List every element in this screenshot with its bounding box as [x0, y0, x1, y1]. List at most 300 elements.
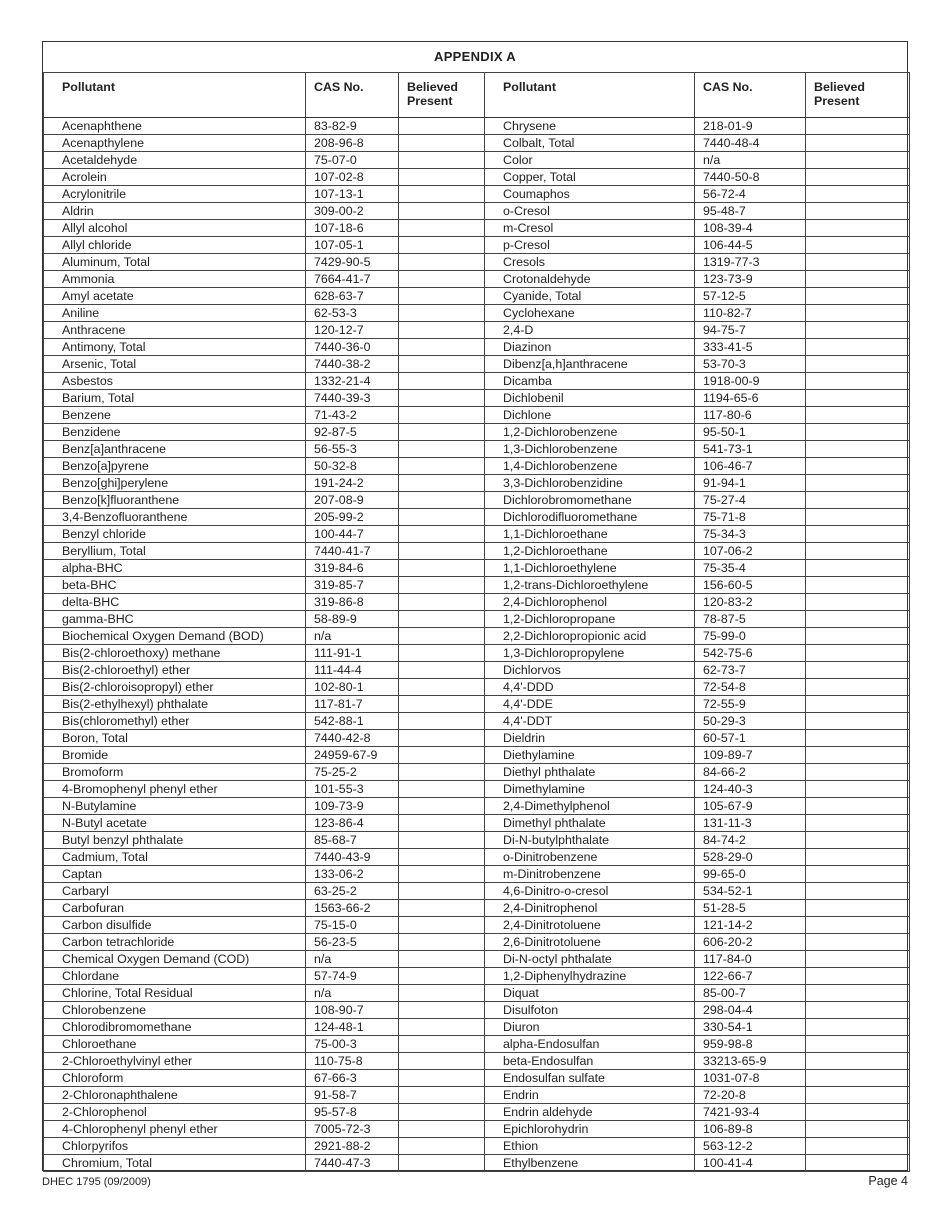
- table-row: [44, 628, 910, 645]
- believed-present-cell: [806, 1138, 910, 1155]
- believed-present-cell: [399, 458, 485, 475]
- believed-present-cell: [806, 781, 910, 798]
- believed-present-cell: [399, 441, 485, 458]
- pollutant-name: Dichlone: [485, 407, 695, 424]
- cas-number: 133-06-2: [306, 866, 399, 883]
- pollutant-name: Chlorine, Total Residual: [44, 985, 306, 1002]
- table-row: [44, 662, 910, 679]
- pollutant-name: Diuron: [485, 1019, 695, 1036]
- pollutant-name: Dichlobenil: [485, 390, 695, 407]
- cas-number: 75-25-2: [306, 764, 399, 781]
- believed-present-cell: [399, 951, 485, 968]
- pollutant-name: Colbalt, Total: [485, 135, 695, 152]
- table-row: [44, 594, 910, 611]
- pollutant-name: gamma-BHC: [44, 611, 306, 628]
- header-cas-right: CAS No.: [695, 73, 806, 118]
- table-row: [44, 220, 910, 237]
- table-row: [44, 305, 910, 322]
- pollutant-name: Butyl benzyl phthalate: [44, 832, 306, 849]
- believed-present-cell: [399, 373, 485, 390]
- pollutant-name: 2,4-Dinitrotoluene: [485, 917, 695, 934]
- pollutant-name: Bis(2-chloroisopropyl) ether: [44, 679, 306, 696]
- believed-present-cell: [399, 1121, 485, 1138]
- pollutant-name: Chlordane: [44, 968, 306, 985]
- believed-present-cell: [806, 798, 910, 815]
- table-row: [44, 883, 910, 900]
- cas-number: 7440-47-3: [306, 1155, 399, 1172]
- pollutant-name: 1,1-Dichloroethane: [485, 526, 695, 543]
- header-cas-left: CAS No.: [306, 73, 399, 118]
- believed-present-cell: [806, 883, 910, 900]
- cas-number: 7440-48-4: [695, 135, 806, 152]
- pollutant-name: Benzene: [44, 407, 306, 424]
- believed-present-cell: [399, 1053, 485, 1070]
- cas-number: 123-73-9: [695, 271, 806, 288]
- pollutant-name: 4,4'-DDT: [485, 713, 695, 730]
- believed-present-cell: [806, 271, 910, 288]
- pollutant-name: Asbestos: [44, 373, 306, 390]
- believed-present-cell: [399, 1087, 485, 1104]
- believed-present-cell: [399, 322, 485, 339]
- cas-number: 208-96-8: [306, 135, 399, 152]
- pollutant-name: Diethylamine: [485, 747, 695, 764]
- believed-present-cell: [806, 407, 910, 424]
- cas-number: 309-00-2: [306, 203, 399, 220]
- cas-number: 58-89-9: [306, 611, 399, 628]
- table-body: [44, 118, 910, 1172]
- cas-number: 83-82-9: [306, 118, 399, 135]
- pollutant-name: Endrin: [485, 1087, 695, 1104]
- cas-number: 99-65-0: [695, 866, 806, 883]
- table-row: [44, 696, 910, 713]
- cas-number: 100-41-4: [695, 1155, 806, 1172]
- pollutant-name: Ammonia: [44, 271, 306, 288]
- header-believed-right: [806, 73, 910, 118]
- cas-number: 75-35-4: [695, 560, 806, 577]
- pollutant-name: 3,4-Benzofluoranthene: [44, 509, 306, 526]
- cas-number: 7005-72-3: [306, 1121, 399, 1138]
- believed-present-cell: [806, 186, 910, 203]
- pollutant-name: Cyclohexane: [485, 305, 695, 322]
- believed-present-cell: [399, 713, 485, 730]
- believed-present-cell: [806, 543, 910, 560]
- table-row: [44, 1155, 910, 1172]
- believed-present-cell: [806, 1155, 910, 1172]
- pollutant-name: 1,2-Dichlorobenzene: [485, 424, 695, 441]
- cas-number: 91-58-7: [306, 1087, 399, 1104]
- believed-present-cell: [806, 203, 910, 220]
- cas-number: 50-32-8: [306, 458, 399, 475]
- pollutant-name: Allyl chloride: [44, 237, 306, 254]
- pollutant-name: Endrin aldehyde: [485, 1104, 695, 1121]
- believed-present-cell: [806, 118, 910, 135]
- cas-number: 94-75-7: [695, 322, 806, 339]
- pollutant-name: Bis(2-chloroethyl) ether: [44, 662, 306, 679]
- cas-number: 107-13-1: [306, 186, 399, 203]
- cas-number: 92-87-5: [306, 424, 399, 441]
- cas-number: 72-54-8: [695, 679, 806, 696]
- pollutant-name: delta-BHC: [44, 594, 306, 611]
- pollutant-name: Benz[a]anthracene: [44, 441, 306, 458]
- pollutant-name: Barium, Total: [44, 390, 306, 407]
- believed-present-cell: [399, 288, 485, 305]
- pollutant-name: p-Cresol: [485, 237, 695, 254]
- pollutant-name: 2-Chloroethylvinyl ether: [44, 1053, 306, 1070]
- pollutant-name: 1,2-Dichloropropane: [485, 611, 695, 628]
- believed-present-cell: [399, 866, 485, 883]
- cas-number: 111-91-1: [306, 645, 399, 662]
- pollutant-name: Chlorpyrifos: [44, 1138, 306, 1155]
- pollutant-name: 4,6-Dinitro-o-cresol: [485, 883, 695, 900]
- believed-present-cell: [399, 781, 485, 798]
- believed-present-cell: [399, 305, 485, 322]
- cas-number: n/a: [695, 152, 806, 169]
- pollutant-name: alpha-BHC: [44, 560, 306, 577]
- believed-present-cell: [399, 526, 485, 543]
- pollutant-name: Chlorobenzene: [44, 1002, 306, 1019]
- pollutant-name: 3,3-Dichlorobenzidine: [485, 475, 695, 492]
- pollutant-name: m-Cresol: [485, 220, 695, 237]
- cas-number: 1563-66-2: [306, 900, 399, 917]
- pollutant-name: Dichlorodifluoromethane: [485, 509, 695, 526]
- table-row: [44, 1138, 910, 1155]
- header-pollutant-left: Pollutant: [44, 73, 306, 118]
- cas-number: 1031-07-8: [695, 1070, 806, 1087]
- believed-present-cell: [806, 1121, 910, 1138]
- believed-present-cell: [806, 339, 910, 356]
- cas-number: n/a: [306, 951, 399, 968]
- cas-number: 108-90-7: [306, 1002, 399, 1019]
- table-row: [44, 1121, 910, 1138]
- pollutant-name: Bis(2-chloroethoxy) methane: [44, 645, 306, 662]
- pollutant-name: Acetaldehyde: [44, 152, 306, 169]
- believed-present-cell: [806, 577, 910, 594]
- pollutant-name: Crotonaldehyde: [485, 271, 695, 288]
- pollutant-name: Diazinon: [485, 339, 695, 356]
- pollutant-name: Amyl acetate: [44, 288, 306, 305]
- cas-number: 319-86-8: [306, 594, 399, 611]
- believed-present-cell: [806, 900, 910, 917]
- pollutant-name: Diquat: [485, 985, 695, 1002]
- table-row: [44, 1002, 910, 1019]
- cas-number: 101-55-3: [306, 781, 399, 798]
- cas-number: 1332-21-4: [306, 373, 399, 390]
- cas-number: 106-44-5: [695, 237, 806, 254]
- pollutant-name: Chlorodibromomethane: [44, 1019, 306, 1036]
- believed-present-cell: [399, 764, 485, 781]
- cas-number: 108-39-4: [695, 220, 806, 237]
- table-row: [44, 458, 910, 475]
- believed-present-cell: [806, 458, 910, 475]
- cas-number: 109-89-7: [695, 747, 806, 764]
- believed-present-cell: [806, 288, 910, 305]
- pollutant-name: 4-Bromophenyl phenyl ether: [44, 781, 306, 798]
- pollutant-name: beta-BHC: [44, 577, 306, 594]
- believed-present-cell: [399, 356, 485, 373]
- believed-present-cell: [399, 543, 485, 560]
- pollutant-name: Aldrin: [44, 203, 306, 220]
- table-row: [44, 1019, 910, 1036]
- pollutant-name: Carbaryl: [44, 883, 306, 900]
- pollutant-name: 2-Chlorophenol: [44, 1104, 306, 1121]
- believed-present-cell: [806, 492, 910, 509]
- believed-present-cell: [399, 237, 485, 254]
- pollutant-name: Dimethylamine: [485, 781, 695, 798]
- cas-number: 7429-90-5: [306, 254, 399, 271]
- table-row: [44, 747, 910, 764]
- pollutant-name: 1,3-Dichloropropylene: [485, 645, 695, 662]
- cas-number: 75-00-3: [306, 1036, 399, 1053]
- believed-present-cell: [399, 917, 485, 934]
- pollutant-name: beta-Endosulfan: [485, 1053, 695, 1070]
- cas-number: 1194-65-6: [695, 390, 806, 407]
- believed-present-cell: [399, 645, 485, 662]
- table-row: [44, 407, 910, 424]
- pollutant-name: 4-Chlorophenyl phenyl ether: [44, 1121, 306, 1138]
- believed-present-cell: [806, 934, 910, 951]
- pollutant-name: N-Butyl acetate: [44, 815, 306, 832]
- pollutant-name: Arsenic, Total: [44, 356, 306, 373]
- pollutant-name: Dibenz[a,h]anthracene: [485, 356, 695, 373]
- believed-present-cell: [806, 152, 910, 169]
- believed-present-cell: [399, 1019, 485, 1036]
- table-row: [44, 781, 910, 798]
- cas-number: 95-57-8: [306, 1104, 399, 1121]
- believed-present-cell: [806, 849, 910, 866]
- pollutant-name: Beryllium, Total: [44, 543, 306, 560]
- believed-present-cell: [399, 135, 485, 152]
- pollutant-name: Dieldrin: [485, 730, 695, 747]
- cas-number: 628-63-7: [306, 288, 399, 305]
- believed-present-cell: [806, 747, 910, 764]
- cas-number: 72-20-8: [695, 1087, 806, 1104]
- cas-number: 110-75-8: [306, 1053, 399, 1070]
- believed-present-cell: [806, 1002, 910, 1019]
- pollutant-name: Boron, Total: [44, 730, 306, 747]
- table-row: [44, 645, 910, 662]
- cas-number: 117-84-0: [695, 951, 806, 968]
- believed-present-cell: [806, 968, 910, 985]
- cas-number: 75-15-0: [306, 917, 399, 934]
- pollutant-name: 1,1-Dichloroethylene: [485, 560, 695, 577]
- cas-number: 156-60-5: [695, 577, 806, 594]
- pollutant-name: Dichlorobromomethane: [485, 492, 695, 509]
- cas-number: 107-18-6: [306, 220, 399, 237]
- pollutant-name: Dimethyl phthalate: [485, 815, 695, 832]
- table-row: [44, 509, 910, 526]
- pollutant-name: Cadmium, Total: [44, 849, 306, 866]
- pollutant-name: 1,3-Dichlorobenzene: [485, 441, 695, 458]
- cas-number: 2921-88-2: [306, 1138, 399, 1155]
- pollutant-name: Copper, Total: [485, 169, 695, 186]
- believed-present-cell: [399, 1036, 485, 1053]
- pollutant-name: Biochemical Oxygen Demand (BOD): [44, 628, 306, 645]
- believed-present-cell: [806, 985, 910, 1002]
- believed-present-cell: [806, 220, 910, 237]
- pollutant-name: 2,4-Dichlorophenol: [485, 594, 695, 611]
- cas-number: 7421-93-4: [695, 1104, 806, 1121]
- cas-number: 319-85-7: [306, 577, 399, 594]
- table-row: [44, 713, 910, 730]
- pollutant-name: Dicamba: [485, 373, 695, 390]
- believed-present-cell: [399, 628, 485, 645]
- pollutant-name: Acrolein: [44, 169, 306, 186]
- believed-present-cell: [806, 764, 910, 781]
- cas-number: 534-52-1: [695, 883, 806, 900]
- pollutant-name: 2-Chloronaphthalene: [44, 1087, 306, 1104]
- cas-number: 84-74-2: [695, 832, 806, 849]
- pollutant-name: Carbofuran: [44, 900, 306, 917]
- cas-number: 85-68-7: [306, 832, 399, 849]
- cas-number: 120-12-7: [306, 322, 399, 339]
- table-row: [44, 849, 910, 866]
- believed-present-cell: [399, 798, 485, 815]
- cas-number: 7440-42-8: [306, 730, 399, 747]
- pollutant-name: Acrylonitrile: [44, 186, 306, 203]
- pollutant-name: Disulfoton: [485, 1002, 695, 1019]
- believed-present-cell: [399, 747, 485, 764]
- believed-present-cell: [399, 475, 485, 492]
- cas-number: 319-84-6: [306, 560, 399, 577]
- table-row: [44, 203, 910, 220]
- cas-number: 50-29-3: [695, 713, 806, 730]
- believed-present-cell: [806, 1070, 910, 1087]
- table-row: [44, 832, 910, 849]
- believed-present-cell: [806, 628, 910, 645]
- pollutant-name: Benzidene: [44, 424, 306, 441]
- table-row: [44, 373, 910, 390]
- pollutant-name: Chrysene: [485, 118, 695, 135]
- cas-number: 75-34-3: [695, 526, 806, 543]
- header-believed-label: Believed Present: [814, 80, 865, 108]
- believed-present-cell: [399, 900, 485, 917]
- believed-present-cell: [399, 407, 485, 424]
- believed-present-cell: [399, 186, 485, 203]
- table-row: [44, 543, 910, 560]
- cas-number: 106-46-7: [695, 458, 806, 475]
- cas-number: 606-20-2: [695, 934, 806, 951]
- cas-number: 75-27-4: [695, 492, 806, 509]
- pollutant-name: Benzo[a]pyrene: [44, 458, 306, 475]
- cas-number: 7440-41-7: [306, 543, 399, 560]
- pollutant-name: 1,2-trans-Dichloroethylene: [485, 577, 695, 594]
- believed-present-cell: [806, 866, 910, 883]
- believed-present-cell: [806, 1019, 910, 1036]
- table-row: [44, 390, 910, 407]
- table-row: [44, 815, 910, 832]
- pollutant-name: alpha-Endosulfan: [485, 1036, 695, 1053]
- believed-present-cell: [399, 1155, 485, 1172]
- cas-number: 298-04-4: [695, 1002, 806, 1019]
- table-row: [44, 951, 910, 968]
- cas-number: 107-02-8: [306, 169, 399, 186]
- believed-present-cell: [806, 696, 910, 713]
- pollutant-name: Color: [485, 152, 695, 169]
- pollutant-name: Anthracene: [44, 322, 306, 339]
- table-row: [44, 186, 910, 203]
- cas-number: 1319-77-3: [695, 254, 806, 271]
- believed-present-cell: [399, 1104, 485, 1121]
- pollutant-name: 2,4-Dimethylphenol: [485, 798, 695, 815]
- pollutant-name: Cresols: [485, 254, 695, 271]
- table-row: [44, 1053, 910, 1070]
- believed-present-cell: [806, 475, 910, 492]
- table-row: [44, 917, 910, 934]
- pollutant-name: Benzyl chloride: [44, 526, 306, 543]
- cas-number: 85-00-7: [695, 985, 806, 1002]
- pollutant-name: Antimony, Total: [44, 339, 306, 356]
- believed-present-cell: [806, 169, 910, 186]
- table-row: [44, 441, 910, 458]
- believed-present-cell: [806, 526, 910, 543]
- believed-present-cell: [399, 662, 485, 679]
- table-row: [44, 356, 910, 373]
- cas-number: 121-14-2: [695, 917, 806, 934]
- cas-number: 109-73-9: [306, 798, 399, 815]
- believed-present-cell: [806, 560, 910, 577]
- cas-number: 218-01-9: [695, 118, 806, 135]
- cas-number: 124-48-1: [306, 1019, 399, 1036]
- pollutant-name: 2,6-Dinitrotoluene: [485, 934, 695, 951]
- cas-number: 33213-65-9: [695, 1053, 806, 1070]
- cas-number: 563-12-2: [695, 1138, 806, 1155]
- pollutant-name: Aluminum, Total: [44, 254, 306, 271]
- header-pollutant-right: Pollutant: [485, 73, 695, 118]
- cas-number: 72-55-9: [695, 696, 806, 713]
- believed-present-cell: [399, 118, 485, 135]
- pollutant-name: Captan: [44, 866, 306, 883]
- believed-present-cell: [806, 917, 910, 934]
- pollutant-name: Di-N-octyl phthalate: [485, 951, 695, 968]
- believed-present-cell: [399, 220, 485, 237]
- believed-present-cell: [806, 662, 910, 679]
- pollutant-name: Coumaphos: [485, 186, 695, 203]
- pollutant-name: Epichlorohydrin: [485, 1121, 695, 1138]
- pollutant-name: Aniline: [44, 305, 306, 322]
- cas-number: 78-87-5: [695, 611, 806, 628]
- believed-present-cell: [806, 390, 910, 407]
- believed-present-cell: [399, 169, 485, 186]
- believed-present-cell: [806, 356, 910, 373]
- pollutant-name: N-Butylamine: [44, 798, 306, 815]
- table-row: [44, 288, 910, 305]
- cas-number: 122-66-7: [695, 968, 806, 985]
- cas-number: 67-66-3: [306, 1070, 399, 1087]
- cas-number: 106-89-8: [695, 1121, 806, 1138]
- table-header-row: [44, 73, 910, 118]
- cas-number: 7440-39-3: [306, 390, 399, 407]
- cas-number: 75-07-0: [306, 152, 399, 169]
- table-row: [44, 985, 910, 1002]
- table-row: [44, 560, 910, 577]
- believed-present-cell: [806, 713, 910, 730]
- believed-present-cell: [806, 322, 910, 339]
- believed-present-cell: [399, 560, 485, 577]
- pollutant-name: Allyl alcohol: [44, 220, 306, 237]
- table-row: [44, 254, 910, 271]
- believed-present-cell: [806, 441, 910, 458]
- believed-present-cell: [399, 832, 485, 849]
- header-believed-label: Believed Present: [407, 80, 458, 108]
- table-row: [44, 271, 910, 288]
- believed-present-cell: [399, 152, 485, 169]
- table-row: [44, 1087, 910, 1104]
- cas-number: 57-74-9: [306, 968, 399, 985]
- pollutant-name: o-Cresol: [485, 203, 695, 220]
- table-row: [44, 237, 910, 254]
- believed-present-cell: [399, 883, 485, 900]
- cas-number: 7664-41-7: [306, 271, 399, 288]
